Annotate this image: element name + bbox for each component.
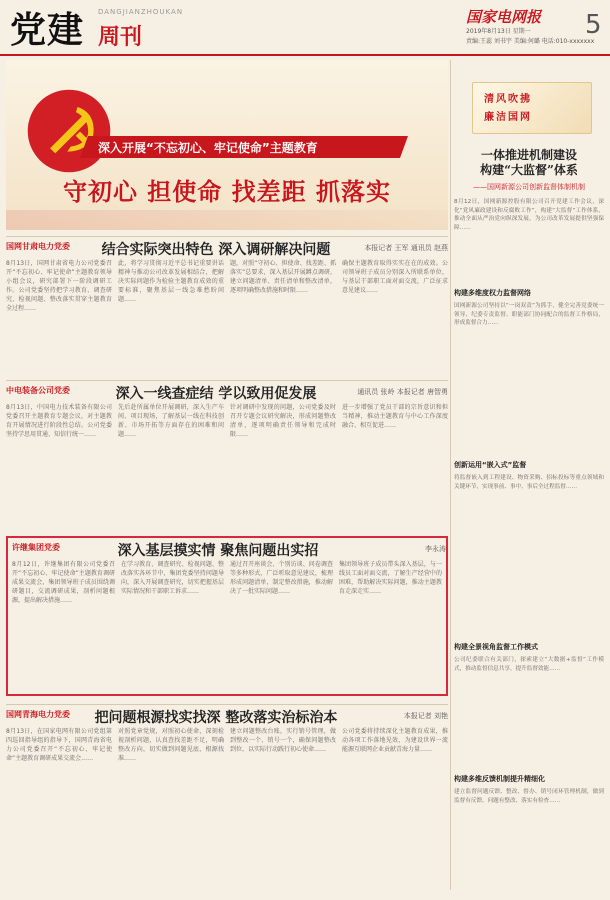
article-column: 8月13日，在国家电网有限公司党组第四巡回指导组的指导下，国网青海省电力公司党委召开“不忘初心、牢记使命”主题教育调研成果交流会…… xyxy=(6,728,112,762)
issue-date: 2019年8月13日 星期一 xyxy=(466,28,531,35)
article-title: 深入一线查症结 学以致用促发展 xyxy=(115,386,317,402)
badge-line-2: 廉洁国网 xyxy=(484,112,532,123)
sidebar-paragraph: 建立监督问题反馈、整改、督办、销号闭环管理机制，做到监督有反馈、问题有整改、落实有检查…… xyxy=(454,789,604,804)
article-column: 在学习教育、调查研究、检视问题、整改落实各环节中，集团党委坚持问题导向，深入开展调查研究，切实把握基层实际情况和干部职工诉求…… xyxy=(121,561,224,595)
banner-slogan: 守初心 担使命 找差距 抓落实 xyxy=(62,177,392,206)
article-body xyxy=(6,259,448,373)
party-emblem-icon xyxy=(26,88,112,174)
article-header xyxy=(6,385,448,402)
article-tag: 国网甘肃电力党委 xyxy=(6,242,70,251)
article-column: 题，对照“守初心、担使命、找差距、抓落实”总要求，深入基层开展蹲点调研，建立问题清单、责任清单和整改清单，逐项明确整改措施和时限…… xyxy=(230,260,336,294)
article-column: 通过召开座谈会、个别访谈、问卷调查等多种形式，广泛听取意见建议，梳理形成问题清单，制定整改措施，推动解决了一批实际问题…… xyxy=(230,561,333,595)
article-header xyxy=(6,709,448,726)
sidebar-paragraph: 国网新源公司坚持以“一岗双责”为抓手，健全完善党委统一领导、纪委专责监督、职能部门协同配合的监督工作格局，形成监督合力…… xyxy=(454,303,604,326)
editor-info: 责编:王蕊 刘书宇 美编:何璐 电话:010-xxxxxxx xyxy=(466,38,595,45)
article-column: 集团领导班子成员带头深入基层，与一线员工面对面交流，了解生产经营中的困难，帮助解决实际问题，推动主题教育走深走实…… xyxy=(339,561,442,595)
sidebar-subheading: 构建全景视角监督工作模式 xyxy=(454,643,538,651)
sidebar-subheading: 创新运用“嵌入式”监督 xyxy=(454,461,527,469)
column-divider xyxy=(450,60,451,890)
article-title: 把问题根源找实找深 整改落实治标治本 xyxy=(94,710,338,726)
sidebar-paragraph: 将监督嵌入到工程建设、物资采购、招标投标等重点领域和关键环节，实现事前、事中、事后全过程监督…… xyxy=(454,475,604,490)
article-byline: 本报记者 刘艳 xyxy=(403,712,448,720)
article-tag: 许继集团党委 xyxy=(12,543,60,552)
weekly-label: 周刊 xyxy=(98,24,143,50)
sidebar-subtitle: ——国网新源公司创新监督体制机制 xyxy=(473,183,585,191)
article-column: 针对调研中发现的问题，公司党委及时召开专题会议研究解决，形成问题整改清单，逐项明确责任领导和完成时限…… xyxy=(230,404,336,438)
article-byline: 通讯员 张岭 本报记者 唐智勇 xyxy=(357,388,448,396)
article-column: 8月13日，国网甘肃省电力公司党委召开“不忘初心、牢记使命”主题教育领导小组会议，研究部署下一阶段调研工作。公司党委坚持把学习教育、调查研究、检视问题、整改落实贯穿主题教育全过程…… xyxy=(6,260,112,312)
article-title: 深入基层摸实情 聚焦问题出实招 xyxy=(117,543,319,559)
article-column: 建立问题整改台账，实行销号管理，做到整改一个、销号一个，确保问题整改到位，以实际行动践行初心使命…… xyxy=(230,728,336,753)
sidebar-article xyxy=(454,60,604,890)
article-tag: 中电装备公司党委 xyxy=(6,386,70,395)
article-body xyxy=(6,403,448,527)
article-title: 结合实际突出特色 深入调研解决问题 xyxy=(101,242,331,258)
article-column: 8月12日，许继集团有限公司党委召开“不忘初心、牢记使命”主题教育调研成果交流会，集团领导班子成员围绕调研题目，交流调研成果，剖析问题根源，提出解决措施…… xyxy=(12,561,115,604)
page-number: 5 xyxy=(585,10,602,40)
article-column: 公司党委将持续深化主题教育成果，推动各项工作落地见效，为建设世界一流能源互联网企业贡献青海力量…… xyxy=(342,728,448,753)
article-byline: 本报记者 王军 通讯员 赵燕 xyxy=(364,244,448,252)
article-column: 8月13日，中国电力技术装备有限公司党委召开主题教育专题会议，对主题教育开展情况进行阶段性总结。公司党委坚持学思用贯通、知信行统一…… xyxy=(6,404,112,438)
article-header xyxy=(8,542,450,559)
article-column: 此，将学习贯彻习近平总书记重要讲话精神与推动公司改革发展相结合，把解决实际问题作为检验主题教育成效的重要标准，聚焦基层一线急难愁盼问题…… xyxy=(118,260,224,303)
masthead xyxy=(0,0,610,56)
newspaper-logo: 国家电网报 xyxy=(466,8,542,26)
sidebar-paragraph: 公司纪委联合有关部门，探索建立“大数据+监督”工作模式，推动监督信息共享，提升监督效能…… xyxy=(454,657,604,672)
article-column: 进一步增强了党员干部的宗旨意识和担当精神，推动主题教育与中心工作深度融合、相互促进…… xyxy=(342,404,448,429)
sidebar-subheading: 构建多维反馈机制提升精细化 xyxy=(454,775,545,783)
article-body xyxy=(12,560,442,690)
article-xuji xyxy=(6,536,448,696)
banner-decoration xyxy=(6,210,448,230)
article-column: 确保主题教育取得实实在在的成效。公司领导班子成员分别深入所联系单位，与基层干部职工面对面交流，广泛征求意见建议…… xyxy=(342,260,448,294)
badge-line-1: 清风吹拂 xyxy=(484,94,532,105)
article-byline: 李永涛 xyxy=(425,545,446,553)
sidebar-title: 一体推进机制建设 构建“大监督”体系 xyxy=(480,148,578,177)
article-zhongdian xyxy=(6,380,448,530)
banner-subtitle: 深入开展“不忘初心、牢记使命”主题教育 xyxy=(98,141,318,155)
section-title: 党建 xyxy=(10,9,85,51)
article-header xyxy=(6,241,448,258)
article-tag: 国网青海电力党委 xyxy=(6,710,70,719)
article-column: 先后赴所属单位开展调研，深入生产车间、项目现场，了解基层一线在科技创新、市场开拓等方面存在的困难和问题…… xyxy=(118,404,224,438)
article-qinghai xyxy=(6,704,448,890)
sidebar-intro: 8月12日，国网新源控股有限公司召开党建工作会议，深化“党风廉政建设和反腐败工作”，构建“大监督”工作体系，推动全面从严治党向纵深发展，为公司改革发展提供坚强保障…… xyxy=(454,199,604,231)
article-body xyxy=(6,727,448,887)
sidebar-subheading: 构建多维度权力监督网络 xyxy=(454,289,531,297)
section-pinyin: DANGJIANZHOUKAN xyxy=(98,8,184,16)
article-column: 对照党章党规，对照初心使命，深刻检视剖析问题，认真查找差距不足，明确整改方向，切实做到问题见底、根源找准…… xyxy=(118,728,224,762)
main-content xyxy=(6,60,448,890)
article-gansu xyxy=(6,236,448,376)
theme-banner xyxy=(6,60,448,230)
